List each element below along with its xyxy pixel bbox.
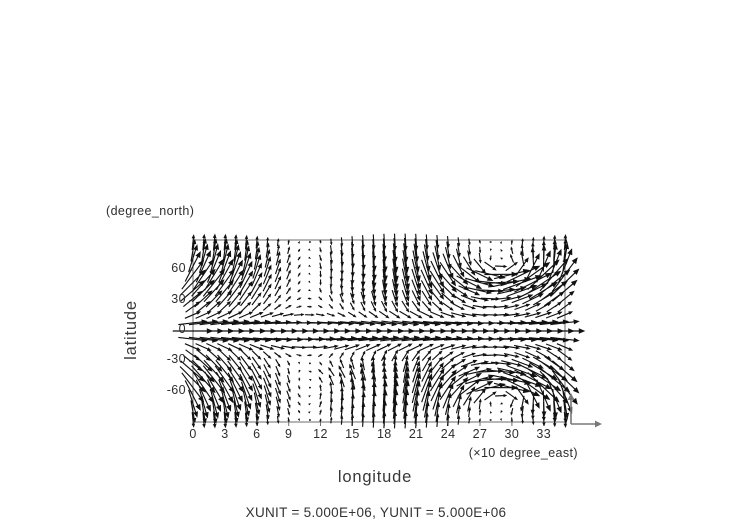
y-tick-label: -60 [166, 382, 186, 397]
x-tick-label: 24 [440, 427, 456, 441]
x-tick-label: 27 [472, 427, 488, 441]
unit-scale-footnote: XUNIT = 5.000E+06, YUNIT = 5.000E+06 [245, 505, 507, 520]
x-tick-label: 15 [345, 427, 360, 441]
x-tick-label: 30 [504, 427, 520, 441]
x-tick-label: 33 [536, 427, 552, 441]
y-tick-label: 60 [171, 261, 186, 276]
x-tick-label: 6 [253, 427, 261, 441]
x-axis-unit-label: (×10 degree_east) [468, 446, 578, 460]
x-tick-label: 21 [408, 427, 424, 441]
y-tick-label: 30 [171, 291, 186, 306]
x-tick-label: 12 [313, 427, 328, 441]
x-axis-title: longitude [337, 468, 413, 486]
y-tick-label: -30 [166, 352, 186, 367]
unit-key-arrow-heads [568, 393, 602, 427]
y-axis-unit-label: (degree_north) [106, 204, 195, 218]
vector-arrow-heads [192, 234, 586, 429]
x-tick-label: 9 [284, 427, 293, 441]
x-tick-label: 0 [189, 427, 197, 441]
x-tick-label: 3 [221, 427, 229, 441]
y-axis-title: latitude [122, 300, 140, 360]
x-tick-label: 18 [376, 427, 392, 441]
y-tick-label: 0 [178, 322, 186, 336]
